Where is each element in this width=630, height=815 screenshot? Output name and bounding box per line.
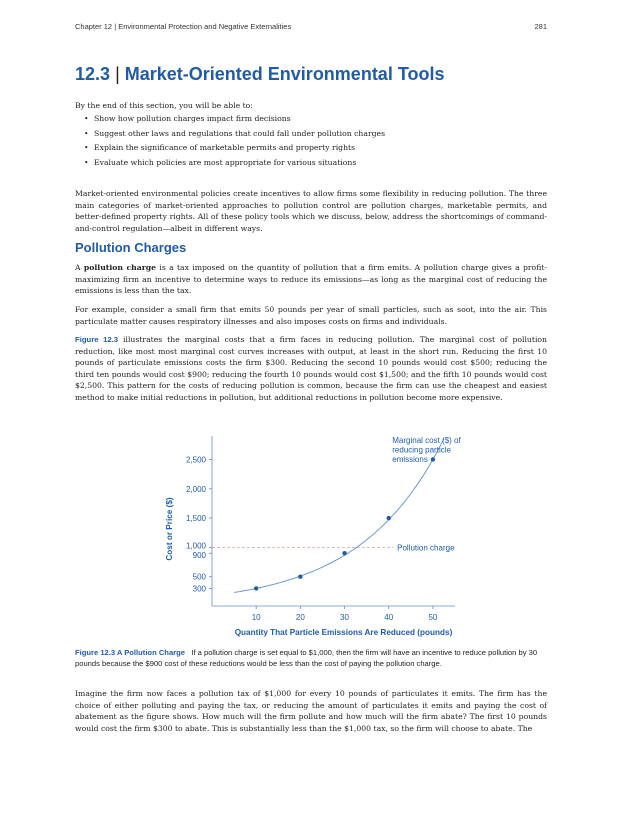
figure-caption [75,648,547,670]
section-name: Market-Oriented Environmental Tools [124,64,445,84]
paragraph-tax-scenario: Imagine the firm now faces a pollution tax of $1,000 for every 10 pounds of particulates it emits. The firm has the choice of either polluting and paying the tax, or reducing the amount of particulates it emits and paying the cost of abatement as the figure shows. How much will the firm pollute and how much will the firm abate? The first 10 pounds would cost the firm $300 to abate. This is substantially less than the $1,000 tax, so the firm will choose to abate. The [75,689,547,733]
section-separator: | [115,64,120,84]
paragraph-pollution-charge [75,262,547,297]
section-number: 12.3 [75,64,111,84]
objectives-intro: By the end of this section, you will be able to: [75,101,253,110]
curve-label-line: Marginal cost ($) of [392,436,461,446]
chart-svg [150,428,470,640]
y-tick-label: 2,500 [185,455,206,465]
page-number: 281 [534,22,547,31]
curve-label-line: reducing particle [392,445,451,455]
data-point [298,574,302,578]
section-title [75,64,445,85]
curve-label-line: emissions [392,455,428,465]
paragraph-example: For example, consider a small firm that emits 50 pounds per year of small particles, such as soot, into the air. This particulate matter causes respiratory illnesses and also imposes costs on firms and individuals. [75,305,547,326]
y-tick-label: 500 [192,572,206,582]
p2-rest: is a tax imposed on the quantity of pollution that a firm emits. A pollution charge gives a profit-maximizing firm an incentive to determine ways to reduce its emissions—as long as the marginal cost of reducing the emissions is less than the tax. [75,263,548,296]
y-tick-label: 1,000 [185,541,206,551]
objective-item: • Suggest other laws and regulations that could fall under pollution charges [94,127,534,142]
p2-lead: A [75,263,84,272]
caption-text: If a pollution charge is set equal to $1,000, then the firm will have an incentive to reduce pollution by 30 pounds because the $900 cost of these reductions would be less than the cost of paying the pollution charge. [75,648,538,668]
y-tick-label: 900 [192,551,206,561]
figure-link[interactable]: Figure 12.3 [75,335,119,344]
objectives-list [94,112,534,170]
x-tick-label: 30 [340,613,349,622]
paragraph-overview: Market-oriented environmental policies create incentives to allow firms some flexibility in reducing pollution. The three main categories of market-oriented approaches to pollution control are pollution charges, marketable permits, and better-defined property rights. All of these policy tools which we discuss, below, address the shortcomings of command-and-control regulation—albeit in different ways. [75,189,547,233]
x-tick-label: 10 [251,613,261,622]
pollution-charge-label: Pollution charge [397,543,455,553]
y-tick-label: 1,500 [185,514,206,524]
figure-pollution-charge [150,428,470,640]
running-head [75,22,547,31]
y-axis-label: Cost or Price ($) [165,497,174,561]
y-tick-label: 2,000 [185,484,206,494]
data-point [387,516,391,520]
subsection-heading: Pollution Charges [75,240,187,255]
p4-rest: illustrates the marginal costs that a firm faces in reducing pollution. The marginal cost of pollution reduction, like most most marginal cost curves increases with output, at least in the short run. Reducing the first 10 pounds of particulate emissions costs the firm $300. Reducing the second 10 pounds would cost $500; reducing the third ten pounds would cost $900; reducing the fourth 10 pounds would cost $1,500; and the fifth 10 pounds would cost $2,500. This pattern for the costs of reducing pollution is common, because the firm can use the cheapest and easiest method to make initial reductions in pollution, but additional reductions in pollution become more expensive. [75,335,547,402]
chapter-title: Chapter 12 | Environmental Protection and Negative Externalities [75,22,292,31]
x-tick-label: 50 [428,613,438,622]
objective-item: • Explain the significance of marketable permits and property rights [94,141,534,156]
data-point [254,586,258,590]
key-term: pollution charge [83,263,157,272]
caption-label: Figure 12.3 A Pollution Charge [75,648,185,657]
y-tick-label: 300 [192,584,206,594]
data-point [431,457,435,461]
paragraph-figure-discussion [75,334,547,404]
x-tick-label: 20 [295,613,305,622]
objective-item: • Show how pollution charges impact firm decisions [94,112,534,127]
objective-item: • Evaluate which policies are most appropriate for various situations [94,156,534,171]
x-tick-label: 40 [384,613,394,622]
data-point [342,551,346,555]
x-axis-label: Quantity That Particle Emissions Are Reduced (pounds) [234,628,453,637]
